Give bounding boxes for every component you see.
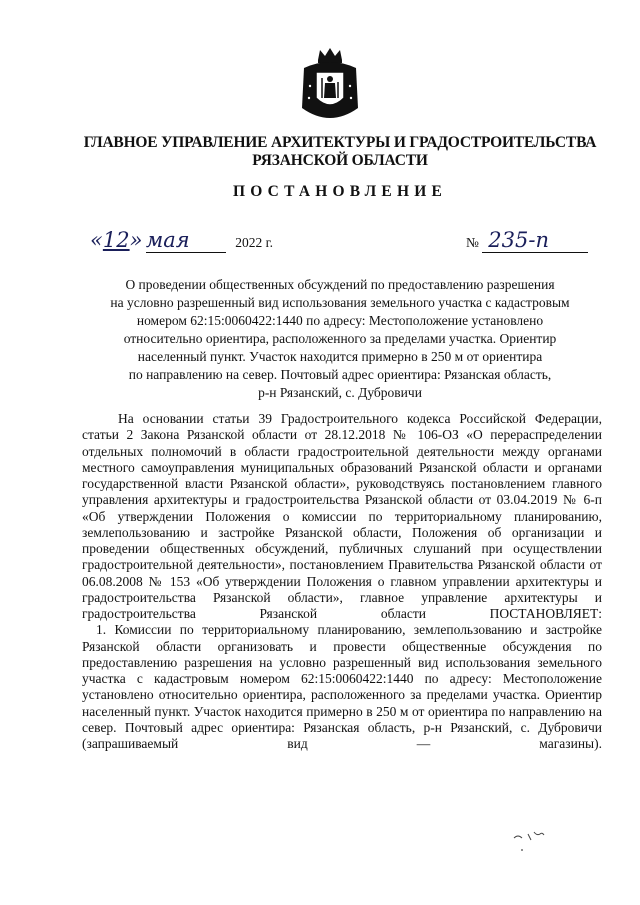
subject-line: населенный пункт. Участок находится примерно в 250 м от ориентира bbox=[137, 349, 543, 364]
subject-line: по направлению на север. Почтовый адрес ориентира: Рязанская область, bbox=[128, 367, 552, 382]
organization-name-line1: ГЛАВНОЕ УПРАВЛЕНИЕ АРХИТЕКТУРЫ И ГРАДОСТРОИТЕЛЬСТВА bbox=[83, 134, 597, 151]
coat-of-arms-icon bbox=[298, 46, 362, 130]
signature-mark-icon bbox=[510, 826, 560, 854]
number-value: 235-п bbox=[482, 228, 588, 253]
subject-line: на условно разрешенный вид использования земельного участка с кадастровым bbox=[110, 295, 570, 310]
body-paragraph-1: На основании статьи 39 Градостроительного кодекса Российской Федерации, статьи 2 Закона Рязанской области от 28.12.2018 № 106-ОЗ «О перераспределении отдельных полномочий в области градостроительной деятельности между органами местного самоуправления муниципальных образований Рязанской области и органами государственной власти Рязанской области», руководствуясь постановлением главного управления архитектуры и градостроительства Рязанской области от 03.04.2019 № 6-п «Об утверждении Положения о комиссии по территориальному планированию, землепользованию и застройке Рязанской области, Положения об организации и проведении общественных обсуждений, публичных слушаний при осуществлении градостроительной деятельности», постановлением Правительства Рязанской области от 06.08.2008 № 153 «Об утверждении Положения о главном управлении архитектуры и градостроительства Рязанской области», главное управление архитектуры и градостроительства Рязанской области ПОСТАНОВЛЯЕТ: bbox=[82, 411, 602, 621]
subject-line: номером 62:15:0060422:1440 по адресу: Местоположение установлено bbox=[136, 313, 544, 328]
document-number bbox=[466, 228, 588, 253]
document-date bbox=[90, 228, 273, 253]
subject-line: О проведении общественных обсуждений по предоставлению разрешения bbox=[125, 277, 555, 292]
body-paragraph-2: 1. Комиссии по территориальному планированию, землепользованию и застройке Рязанской области организовать и провести общественные обсуждения по предоставлению разрешения на условно разрешенный вид использования земельного участка с кадастровым номером 62:15:0060422:1440 по адресу: Местоположение установлено относительно ориентира, расположенного за пределами участка. Ориентир населенный пункт. Участок находится примерно в 250 м от ориентира по направлению на север. Почтовый адрес ориентира: Рязанская область, р-н Рязанский, с. Дубровичи (запрашиваемый вид — магазины). bbox=[82, 622, 602, 751]
subject-line: р-н Рязанский, с. Дубровичи bbox=[258, 385, 422, 400]
number-prefix: № bbox=[466, 235, 479, 250]
document-body bbox=[82, 411, 602, 752]
document-title: ПОСТАНОВЛЕНИЕ bbox=[232, 183, 448, 200]
date-year: 2022 г. bbox=[235, 235, 273, 250]
organization-name-line2: РЯЗАНСКОЙ ОБЛАСТИ bbox=[252, 152, 428, 169]
date-close-quote: » bbox=[129, 228, 143, 252]
date-open-quote: « bbox=[90, 228, 103, 252]
date-month: мая bbox=[146, 228, 226, 253]
date-day: 12 bbox=[102, 228, 130, 252]
document-subject bbox=[60, 276, 620, 402]
subject-line: относительно ориентира, расположенного за пределами участка. Ориентир bbox=[123, 331, 557, 346]
